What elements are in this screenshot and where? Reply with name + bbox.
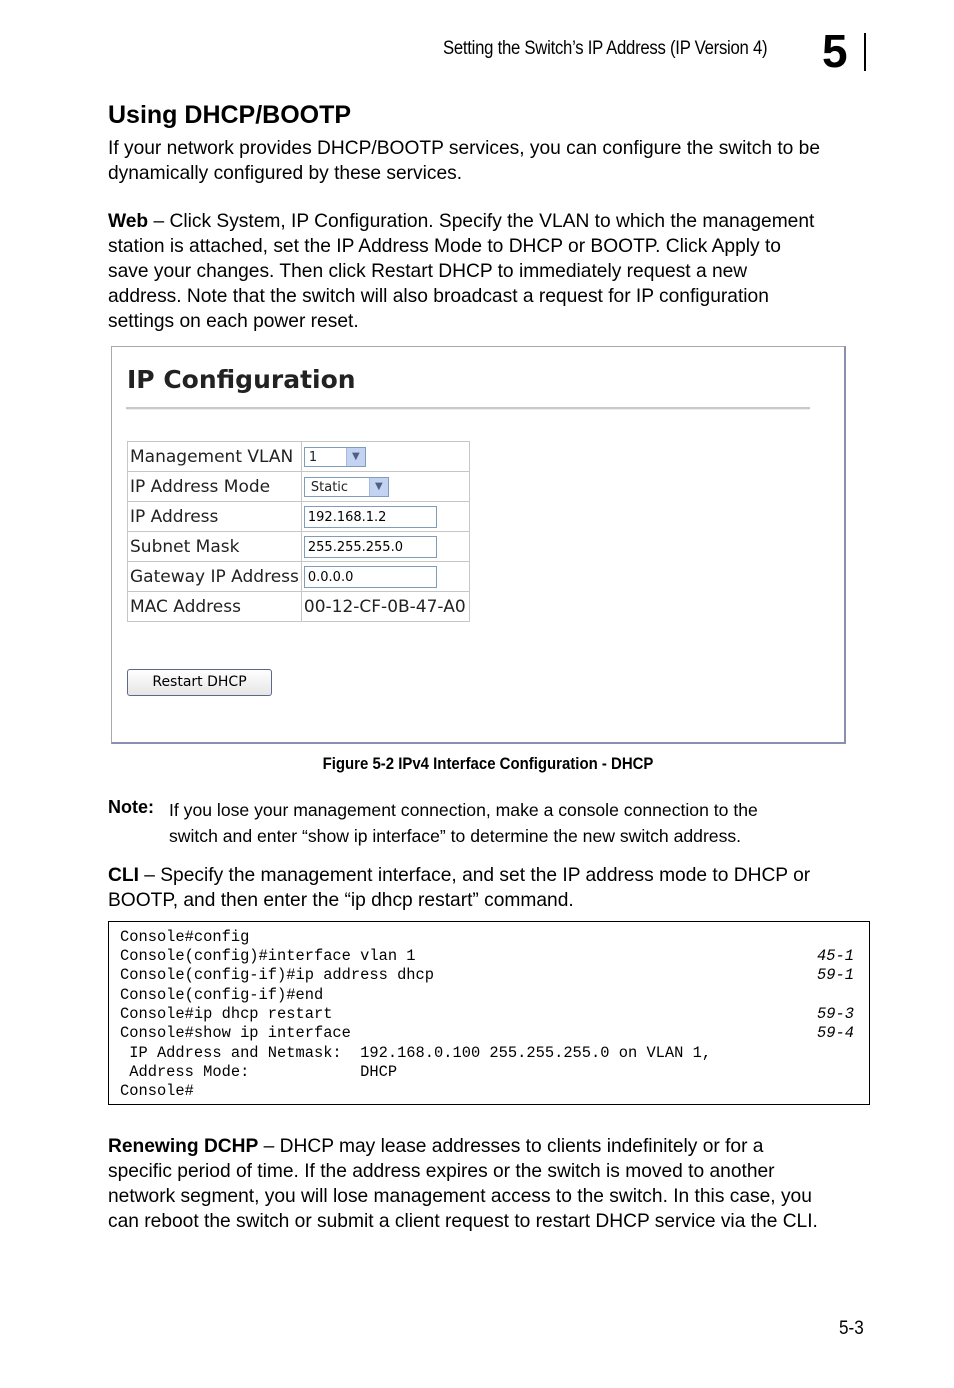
renewing-line: can reboot the switch or submit a client request to restart DHCP service via the CLI.	[108, 1211, 818, 1232]
table-row	[128, 562, 470, 592]
page-number: 5-3	[839, 1318, 864, 1339]
panel-divider	[126, 407, 810, 410]
panel-title: IP Configuration	[127, 365, 356, 394]
renewing-line: network segment, you will lose management access to the switch. In this case, you	[108, 1186, 812, 1207]
web-line: save your changes. Then click Restart DHCP to immediately request a new	[108, 261, 748, 282]
note-line: If you lose your management connection, make a console connection to the	[169, 800, 758, 820]
mac-address-value: 00-12-CF-0B-47-A0	[301, 592, 469, 622]
renewing-paragraph	[108, 1134, 878, 1234]
note-line: switch and enter “show ip interface” to determine the new switch address.	[169, 826, 742, 846]
field-label: IP Address Mode	[128, 472, 302, 502]
code-line: IP Address and Netmask: 192.168.0.100 255.255.255.0 on VLAN 1,	[120, 1044, 712, 1062]
running-header: Setting the Switch’s IP Address (IP Version 4)	[443, 38, 768, 59]
web-line: – Click System, IP Configuration. Specify the VLAN to which the management	[148, 211, 815, 232]
subnet-mask-input[interactable]: 255.255.255.0	[304, 536, 437, 558]
ip-configuration-screenshot	[111, 346, 846, 744]
cli-label: CLI	[108, 865, 139, 886]
renewing-label: Renewing DCHP	[108, 1136, 259, 1157]
restart-dhcp-button[interactable]: Restart DHCP	[127, 669, 272, 696]
cli-line: BOOTP, and then enter the “ip dhcp restart” command.	[108, 890, 574, 911]
cli-code-block	[108, 921, 870, 1105]
field-label: MAC Address	[128, 592, 302, 622]
table-row	[128, 592, 470, 622]
intro-paragraph	[108, 136, 873, 186]
table-row	[128, 472, 470, 502]
web-line: address. Note that the switch will also broadcast a request for IP configuration	[108, 286, 769, 307]
renewing-line: specific period of time. If the address expires or the switch is moved to another	[108, 1161, 775, 1182]
selected-value: Static	[310, 479, 349, 495]
code-page-ref: 59-3	[817, 1005, 854, 1023]
field-label: Subnet Mask	[128, 532, 302, 562]
code-page-ref: 59-1	[817, 966, 854, 984]
table-row	[128, 532, 470, 562]
figure-caption: Figure 5-2 IPv4 Interface Configuration - DHCP	[322, 754, 654, 773]
chapter-divider	[864, 33, 866, 71]
cli-line: – Specify the management interface, and set the IP address mode to DHCP or	[138, 865, 811, 886]
intro-line: dynamically configured by these services.	[108, 163, 463, 184]
ip-address-input[interactable]: 192.168.1.2	[304, 506, 437, 528]
code-line: Console#ip dhcp restart	[120, 1005, 333, 1023]
section-heading: Using DHCP/BOOTP	[108, 101, 352, 129]
code-line: Address Mode: DHCP	[120, 1063, 398, 1081]
code-line: Console#	[120, 1082, 194, 1100]
chapter-number: 5	[822, 25, 848, 77]
field-label: Gateway IP Address	[128, 562, 302, 592]
intro-line: If your network provides DHCP/BOOTP services, you can configure the switch to be	[108, 138, 821, 159]
cli-paragraph	[108, 863, 873, 913]
code-page-ref: 45-1	[817, 947, 854, 965]
chevron-down-icon[interactable]: ▼	[369, 478, 388, 496]
table-row	[128, 442, 470, 472]
web-label: Web	[108, 211, 149, 232]
code-line: Console(config-if)#end	[120, 986, 324, 1004]
web-line: settings on each power reset.	[108, 311, 359, 332]
code-line: Console(config-if)#ip address dhcp	[120, 966, 435, 984]
field-label: IP Address	[128, 502, 302, 532]
ip-config-table	[127, 441, 470, 622]
code-line: Console(config)#interface vlan 1	[120, 947, 416, 965]
code-page-ref: 59-4	[817, 1024, 854, 1042]
code-line: Console#show ip interface	[120, 1024, 351, 1042]
ip-address-mode-select[interactable]	[304, 477, 389, 497]
web-line: station is attached, set the IP Address Mode to DHCP or BOOTP. Click Apply to	[108, 236, 781, 257]
table-row	[128, 502, 470, 532]
field-label: Management VLAN	[128, 442, 302, 472]
selected-value: 1	[308, 449, 318, 465]
code-line: Console#config	[120, 928, 250, 946]
renewing-line: – DHCP may lease addresses to clients indefinitely or for a	[258, 1136, 764, 1157]
web-paragraph	[108, 209, 873, 334]
chevron-down-icon[interactable]: ▼	[346, 448, 365, 466]
note-text	[169, 797, 859, 849]
management-vlan-select[interactable]	[304, 447, 366, 467]
gateway-ip-input[interactable]: 0.0.0.0	[304, 566, 437, 588]
note-label: Note:	[108, 797, 154, 817]
